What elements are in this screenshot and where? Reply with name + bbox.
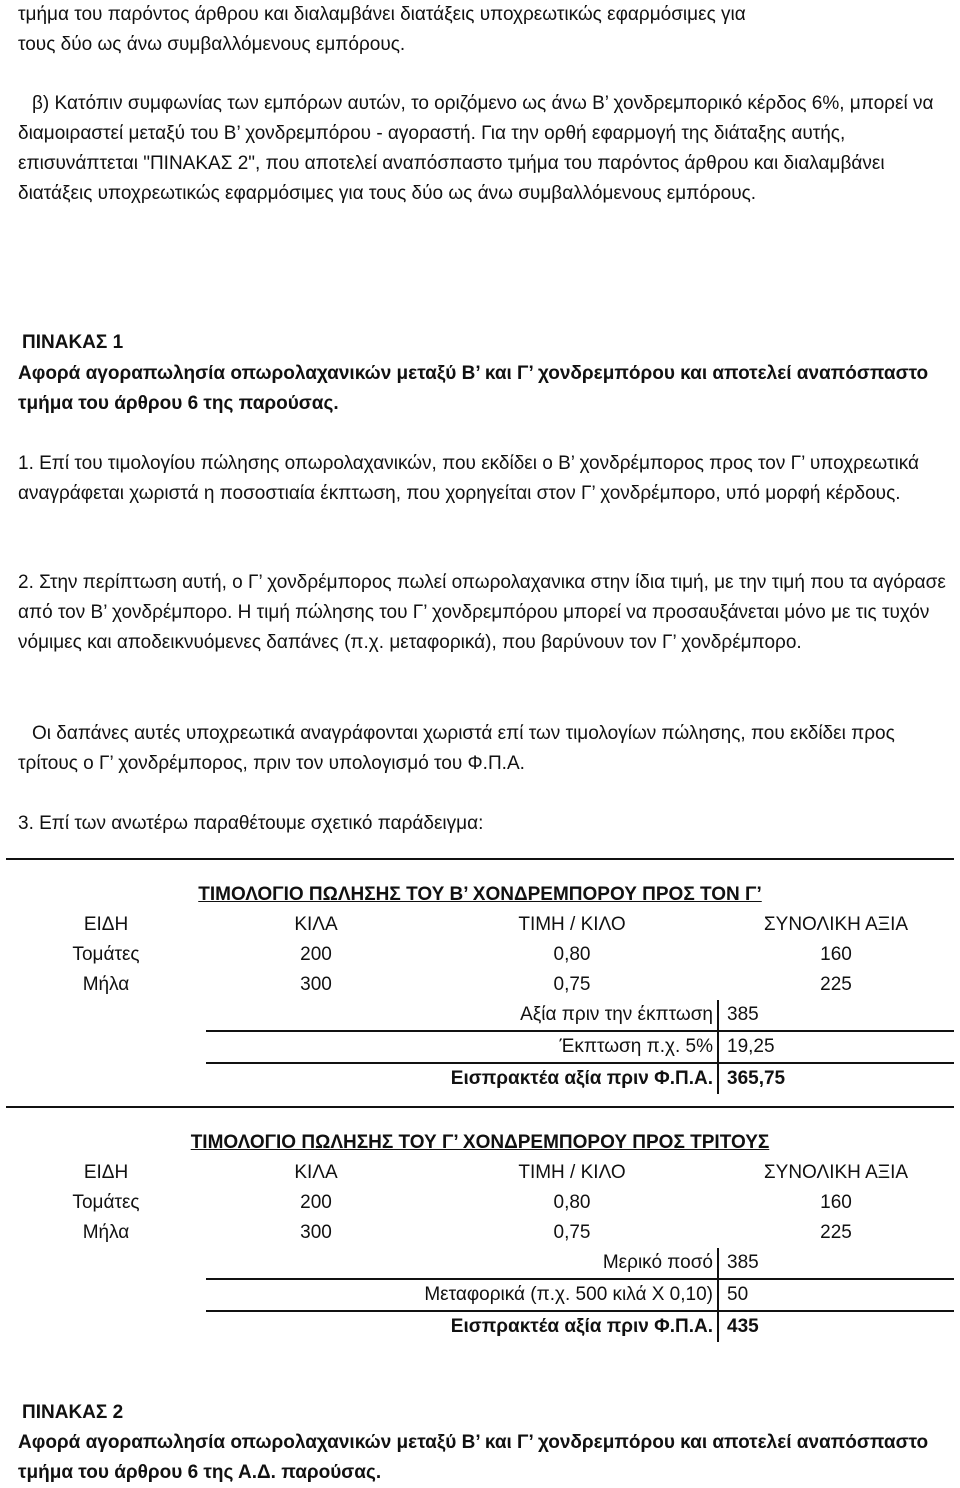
summary-value: 385	[718, 1000, 954, 1031]
costs-paragraph: Οι δαπάνες αυτές υποχρεωτικά αναγράφονται χωριστά επί των τιμολογίων πώλησης, που εκδίδει προς τρίτους ο Γ’ χονδρέμπορος, πριν τον υπολογισμό του Φ.Π.Α.	[18, 723, 895, 774]
cell-total: 225	[820, 974, 852, 995]
summary-row	[6, 1031, 954, 1063]
invoice1-title: ΤΙΜΟΛΟΓΙΟ ΠΩΛΗΣΗΣ ΤΟΥ Β’ ΧΟΝΔΡΕΜΠΟΡΟΥ ΠΡΟΣ ΤΟΝ Γ’	[198, 884, 762, 905]
cell-kilos: 300	[300, 974, 332, 995]
summary-row	[6, 1000, 954, 1031]
header-cell: ΕΙΔΗ	[83, 914, 129, 935]
summary-label: Έκπτωση π.χ. 5%	[206, 1031, 718, 1063]
cell-price: 0,75	[553, 974, 591, 995]
cell-total: 160	[820, 944, 852, 965]
paragraph-intro-line1: τμήμα του παρόντος άρθρου και διαλαμβάνει διατάξεις υποχρεωτικώς εφαρμόσιμες για	[18, 4, 746, 25]
table-row	[6, 940, 954, 970]
item-1: 1. Επί του τιμολογίου πώλησης οπωρολαχανικών, που εκδίδει ο Β’ χονδρέμπορος προς τον Γ’ υποχρεωτικά αναγράφεται χωριστά η ποσοστιαία έκπτωση, που χορηγείται στον Γ’ χονδρέμπορο, υπό μορφή κέρδους.	[18, 453, 919, 504]
item-3: 3. Επί των ανωτέρω παραθέτουμε σχετικό παράδειγμα:	[18, 813, 484, 834]
header-cell: ΕΙΔΗ	[83, 1162, 129, 1183]
table-row	[6, 970, 954, 1000]
table2-heading: ΠΙΝΑΚΑΣ 2	[22, 1402, 124, 1423]
table-row	[6, 1188, 954, 1218]
summary-label: Εισπρακτέα αξία πριν Φ.Π.Α.	[206, 1063, 718, 1094]
summary-row	[6, 1279, 954, 1311]
header-cell: ΤΙΜΗ / ΚΙΛΟ	[518, 914, 626, 935]
cell-kilos: 200	[300, 944, 332, 965]
cell-item: Μήλα	[82, 974, 130, 995]
summary-row	[6, 1248, 954, 1279]
cell-item: Μήλα	[82, 1222, 130, 1243]
header-cell: ΣΥΝΟΛΙΚΗ ΑΞΙΑ	[763, 1162, 909, 1183]
paragraph-intro-line2: τους δύο ως άνω συμβαλλόμενους εμπόρους.	[18, 34, 406, 55]
summary-label: Μεταφορικά (π.χ. 500 κιλά Χ 0,10)	[206, 1279, 718, 1311]
header-cell: ΤΙΜΗ / ΚΙΛΟ	[518, 1162, 626, 1183]
summary-row	[6, 1063, 954, 1094]
table2-subheading: Αφορά αγοραπωλησία οπωρολαχανικών μεταξύ Β’ και Γ’ χονδρεμπόρου και αποτελεί αναπόσπαστο τμήμα του άρθρου 6 της Α.Δ. παρούσας.	[18, 1432, 929, 1483]
summary-value: 435	[727, 1316, 759, 1337]
cell-price: 0,80	[553, 1192, 591, 1213]
paragraph-b: β) Κατόπιν συμφωνίας των εμπόρων αυτών, το οριζόμενο ως άνω Β’ χονδρεμπορικό κέρδος 6%, μπορεί να διαμοιραστεί μεταξύ του Β’ χονδρεμπόρου - αγοραστή. Για την ορθή εφαρμογή της διάταξης αυτής, επισυνάπτεται "ΠΙΝΑΚΑΣ 2", που αποτελεί αναπόσπαστο τμήμα του παρόντος άρθρου και διαλαμβάνει διατάξεις υποχρεωτικώς εφαρμόσιμες για τους δύο ως άνω συμβαλλόμενους εμπόρους.	[18, 93, 934, 204]
cell-price: 0,75	[553, 1222, 591, 1243]
summary-value: 365,75	[727, 1068, 786, 1089]
summary-value: 19,25	[718, 1031, 954, 1063]
invoice-table-1	[6, 858, 954, 1094]
summary-label: Μερικό ποσό	[206, 1248, 718, 1279]
cell-kilos: 200	[300, 1192, 332, 1213]
cell-item: Τομάτες	[72, 1192, 140, 1213]
summary-value: 50	[718, 1279, 954, 1311]
header-cell: ΚΙΛΑ	[294, 914, 338, 935]
summary-value: 385	[718, 1248, 954, 1279]
summary-label: Εισπρακτέα αξία πριν Φ.Π.Α.	[206, 1311, 718, 1342]
table-header-row	[6, 910, 954, 940]
invoice-table-2	[6, 1106, 954, 1342]
summary-label: Αξία πριν την έκπτωση	[206, 1000, 718, 1031]
table1-heading: ΠΙΝΑΚΑΣ 1	[22, 332, 124, 353]
header-cell: ΣΥΝΟΛΙΚΗ ΑΞΙΑ	[763, 914, 909, 935]
table1-subheading: Αφορά αγοραπωλησία οπωρολαχανικών μεταξύ Β’ και Γ’ χονδρεμπόρου και αποτελεί αναπόσπαστο τμήμα του άρθρου 6 της παρούσας.	[18, 363, 929, 414]
header-cell: ΚΙΛΑ	[294, 1162, 338, 1183]
invoice2-title: ΤΙΜΟΛΟΓΙΟ ΠΩΛΗΣΗΣ ΤΟΥ Γ’ ΧΟΝΔΡΕΜΠΟΡΟΥ ΠΡΟΣ ΤΡΙΤΟΥΣ	[190, 1132, 770, 1153]
summary-row	[6, 1311, 954, 1342]
item-2: 2. Στην περίπτωση αυτή, ο Γ’ χονδρέμπορος πωλεί οπωρολαχανικα στην ίδια τιμή, με την τιμή που τα αγόρασε από τον Β’ χονδρέμπορο. Η τιμή πώλησης του Γ’ χονδρεμπόρου μπορεί να προσαυξάνεται μόνο με τις τυχόν νόμιμες και αποδεικνυόμενες δαπάνες (π.χ. μεταφορικά), που βαρύνουν τον Γ’ χονδρέμπορο.	[18, 572, 946, 653]
table-header-row	[6, 1158, 954, 1188]
cell-total: 225	[820, 1222, 852, 1243]
table-row	[6, 1218, 954, 1248]
cell-kilos: 300	[300, 1222, 332, 1243]
cell-total: 160	[820, 1192, 852, 1213]
cell-item: Τομάτες	[72, 944, 140, 965]
cell-price: 0,80	[553, 944, 591, 965]
